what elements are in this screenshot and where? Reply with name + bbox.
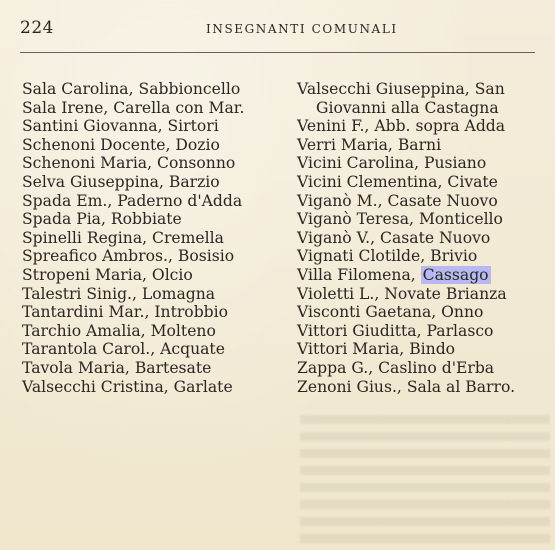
list-item: Valsecchi Giuseppina, San (297, 80, 505, 98)
list-item: Vittori Maria, Bindo (297, 340, 456, 359)
list-item: Viganò V., Casate Nuovo (297, 228, 491, 247)
list-item: Selva Giuseppina, Barzio (22, 172, 220, 191)
search-highlight: Cassago (422, 265, 489, 284)
list-item: Spada Pia, Robbiate (22, 210, 182, 229)
list-item: Vicini Carolina, Pusiano (297, 154, 487, 173)
list-item: Vicini Clementina, Civate (297, 172, 498, 191)
page-header (20, 18, 535, 40)
bleed-through (300, 415, 550, 545)
list-item: Spada Em., Paderno d'Adda (22, 191, 243, 210)
list-item: Tarchio Amalia, Molteno (22, 321, 216, 340)
list-item: Zenoni Gius., Sala al Barro. (297, 377, 516, 396)
list-item: Tantardini Mar., Introbbio (22, 303, 229, 322)
list-item: Vignati Clotilde, Brivio (297, 247, 478, 266)
list-item: Santini Giovanna, Sirtori (22, 117, 219, 136)
list-item: Sala Irene, Carella con Mar. (22, 98, 245, 117)
left-column (22, 80, 244, 396)
list-item: Talestri Sinig., Lomagna (22, 284, 216, 303)
list-item: Tarantola Carol., Acquate (22, 340, 225, 359)
list-item: Verri Maria, Barni (297, 135, 442, 154)
list-item: Venini F., Abb. sopra Adda (297, 117, 506, 136)
list-item-text: Villa Filomena, (297, 265, 416, 284)
list-item: Spinelli Regina, Cremella (22, 228, 224, 247)
list-item: Sala Carolina, Sabbioncello (22, 80, 241, 98)
list-item: Viganò Teresa, Monticello (297, 210, 503, 229)
list-item: Spreafico Ambros., Bosisio (22, 247, 235, 266)
list-item-continuation: Giovanni alla Castagna (316, 98, 499, 117)
page-number: 224 (20, 18, 54, 38)
list-item: Viganò M., Casate Nuovo (297, 191, 498, 210)
list-item: Violetti L., Novate Brianza (297, 284, 507, 303)
list-item: Zappa G., Caslino d'Erba (297, 358, 495, 377)
list-item: Schenoni Docente, Dozio (22, 135, 220, 154)
list-item: Tavola Maria, Bartesate (22, 358, 212, 377)
header-rule (20, 52, 535, 53)
list-item: Visconti Gaetana, Onno (297, 303, 484, 322)
running-title: INSEGNANTI COMUNALI (206, 22, 398, 36)
list-item: Schenoni Maria, Consonno (22, 154, 236, 173)
list-item-highlighted (297, 266, 515, 285)
list-item: Valsecchi Cristina, Garlate (22, 377, 233, 396)
list-item: Stropeni Maria, Olcio (22, 265, 193, 284)
right-column (297, 80, 515, 396)
list-item: Vittori Giuditta, Parlasco (297, 321, 494, 340)
